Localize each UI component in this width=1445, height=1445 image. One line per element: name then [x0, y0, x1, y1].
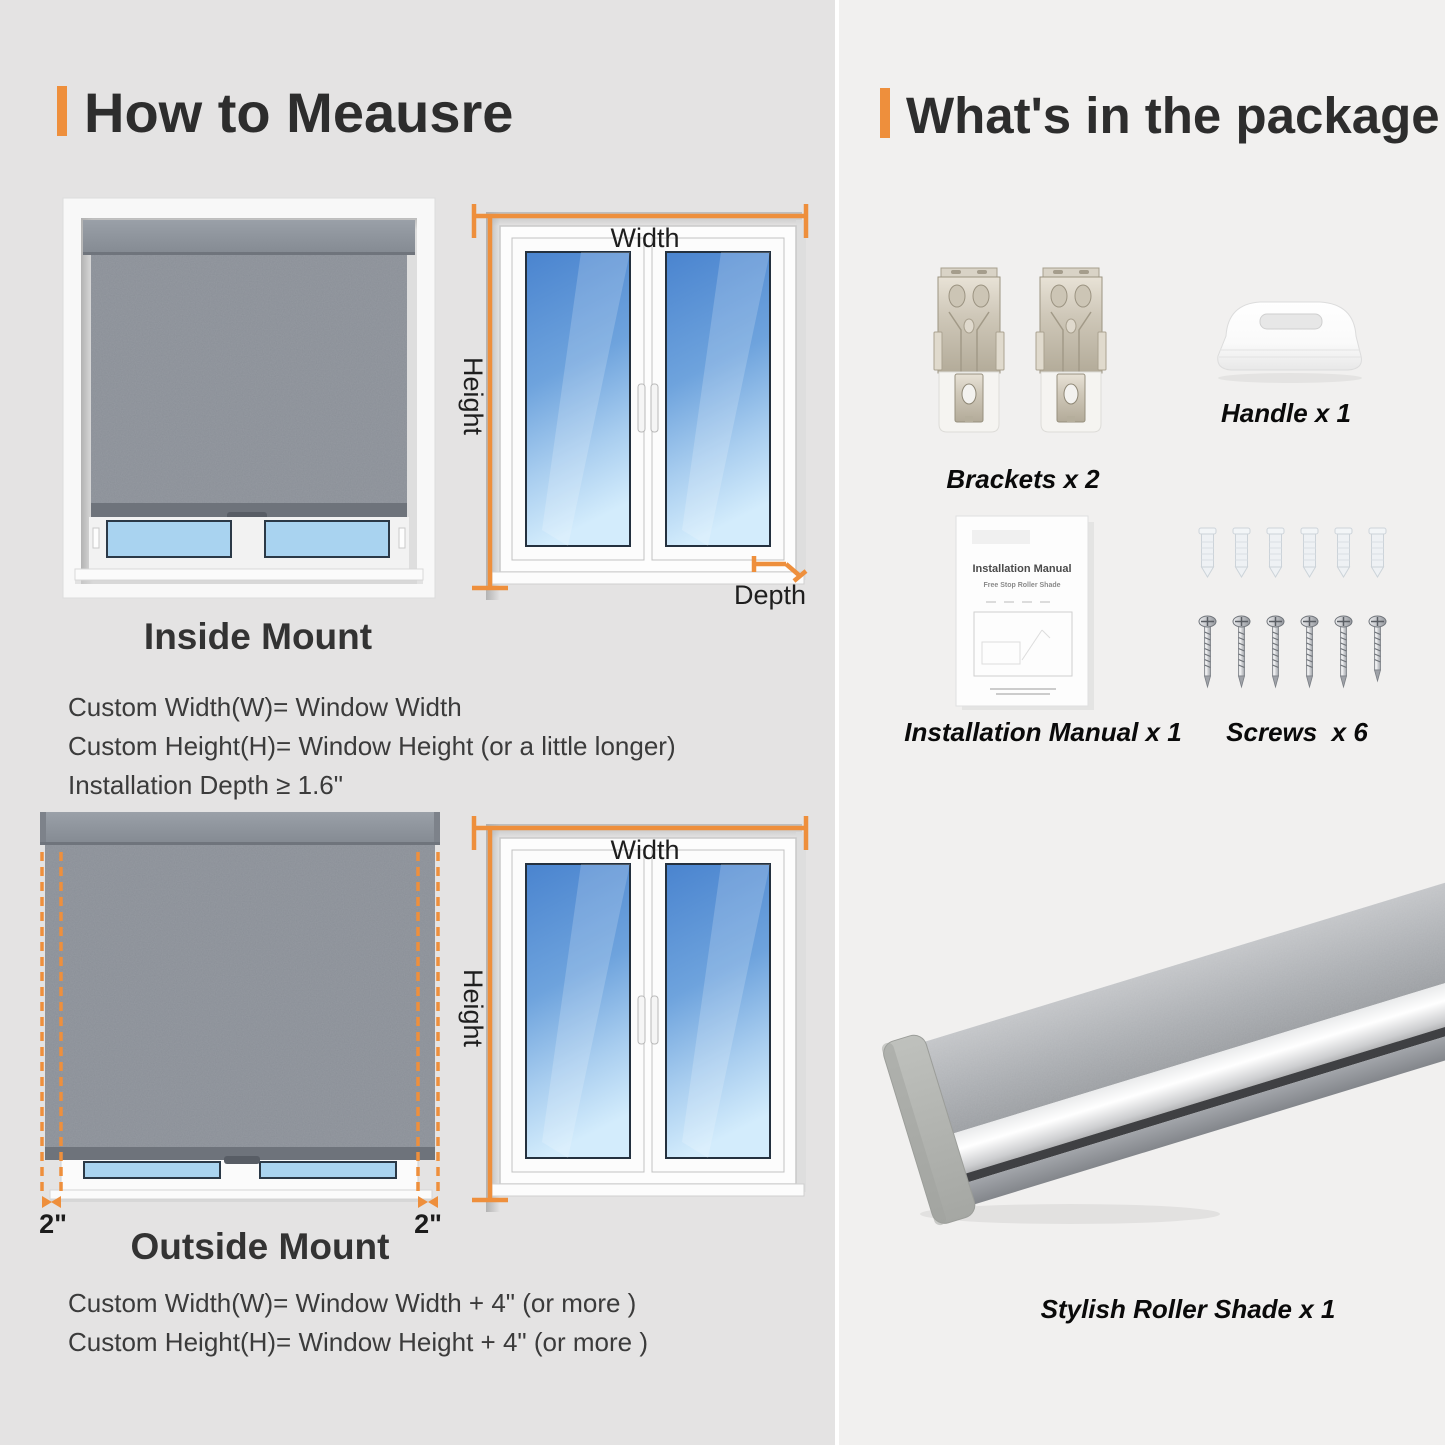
accent-bar-measure — [57, 86, 67, 136]
bracket — [934, 268, 1004, 432]
shade-handle — [224, 1156, 260, 1164]
spec-line: Custom Height(H)= Window Height (or a little longer) — [68, 731, 676, 761]
outside-mount-specs — [68, 1284, 648, 1362]
outside-mount-photo — [38, 812, 468, 1247]
shade-cassette-bar — [40, 812, 440, 844]
window-handle — [638, 996, 645, 1044]
bracket — [1036, 268, 1106, 432]
manual-cover-title: Installation Manual — [972, 563, 1072, 575]
roller-shade-label: Stylish Roller Shade x 1 — [1040, 1294, 1336, 1324]
manual-cover-subtitle: Free Stop Roller Shade — [983, 582, 1061, 589]
package-title: What's in the package — [906, 87, 1440, 144]
window-glass — [265, 521, 389, 557]
brackets-image — [925, 262, 1120, 452]
width-label: Width — [610, 835, 680, 865]
window-glass — [107, 521, 231, 557]
measure-title: How to Meausre — [84, 81, 514, 144]
height-label: Height — [458, 968, 488, 1048]
spec-line: Custom Width(W)= Window Width + 4" (or more ) — [68, 1288, 637, 1318]
height-label: Height — [458, 356, 488, 436]
window-glass — [260, 1162, 396, 1178]
screws-image — [1193, 518, 1398, 708]
window-handle — [638, 384, 645, 432]
brackets-label: Brackets x 2 — [946, 464, 1100, 494]
depth-label: Depth — [733, 580, 807, 610]
manual-cover — [956, 516, 1088, 706]
manual-image — [950, 512, 1100, 717]
roller-shade-cassette — [880, 858, 1445, 1227]
screws — [1199, 616, 1386, 687]
window-glass — [84, 1162, 220, 1178]
outside-mount-heading: Outside Mount — [130, 1226, 390, 1267]
spec-line: Custom Width(W)= Window Width — [68, 692, 462, 722]
handle-image — [1198, 294, 1383, 394]
inside-mount-specs — [68, 688, 676, 805]
measure-diagram-inside — [450, 200, 820, 620]
roller-shade-image — [880, 858, 1445, 1236]
handle-body — [1218, 302, 1362, 370]
spec-line: Installation Depth ≥ 1.6" — [68, 770, 343, 800]
measure-diagram-outside — [450, 812, 820, 1232]
spec-line: Custom Height(H)= Window Height + 4" (or more ) — [68, 1327, 648, 1357]
window-sill — [50, 1190, 432, 1199]
manual-label: Installation Manual x 1 — [904, 717, 1182, 747]
window-sill — [492, 1184, 804, 1196]
handle-slot — [1260, 314, 1322, 329]
overlap-label-right: 2" — [414, 1209, 442, 1239]
window-handle — [651, 384, 658, 432]
window-handle — [651, 996, 658, 1044]
inside-mount-photo — [45, 192, 450, 612]
width-label: Width — [610, 223, 680, 253]
screws-label: Screws x 6 — [1226, 717, 1368, 747]
window-sill — [75, 569, 423, 580]
overlap-label-left: 2" — [39, 1209, 67, 1239]
shade-cassette-bar — [83, 220, 415, 254]
handle-label: Handle x 1 — [1220, 398, 1352, 428]
inside-mount-heading: Inside Mount — [143, 616, 373, 657]
accent-bar-package — [880, 88, 890, 138]
wall-anchors — [1199, 528, 1386, 577]
